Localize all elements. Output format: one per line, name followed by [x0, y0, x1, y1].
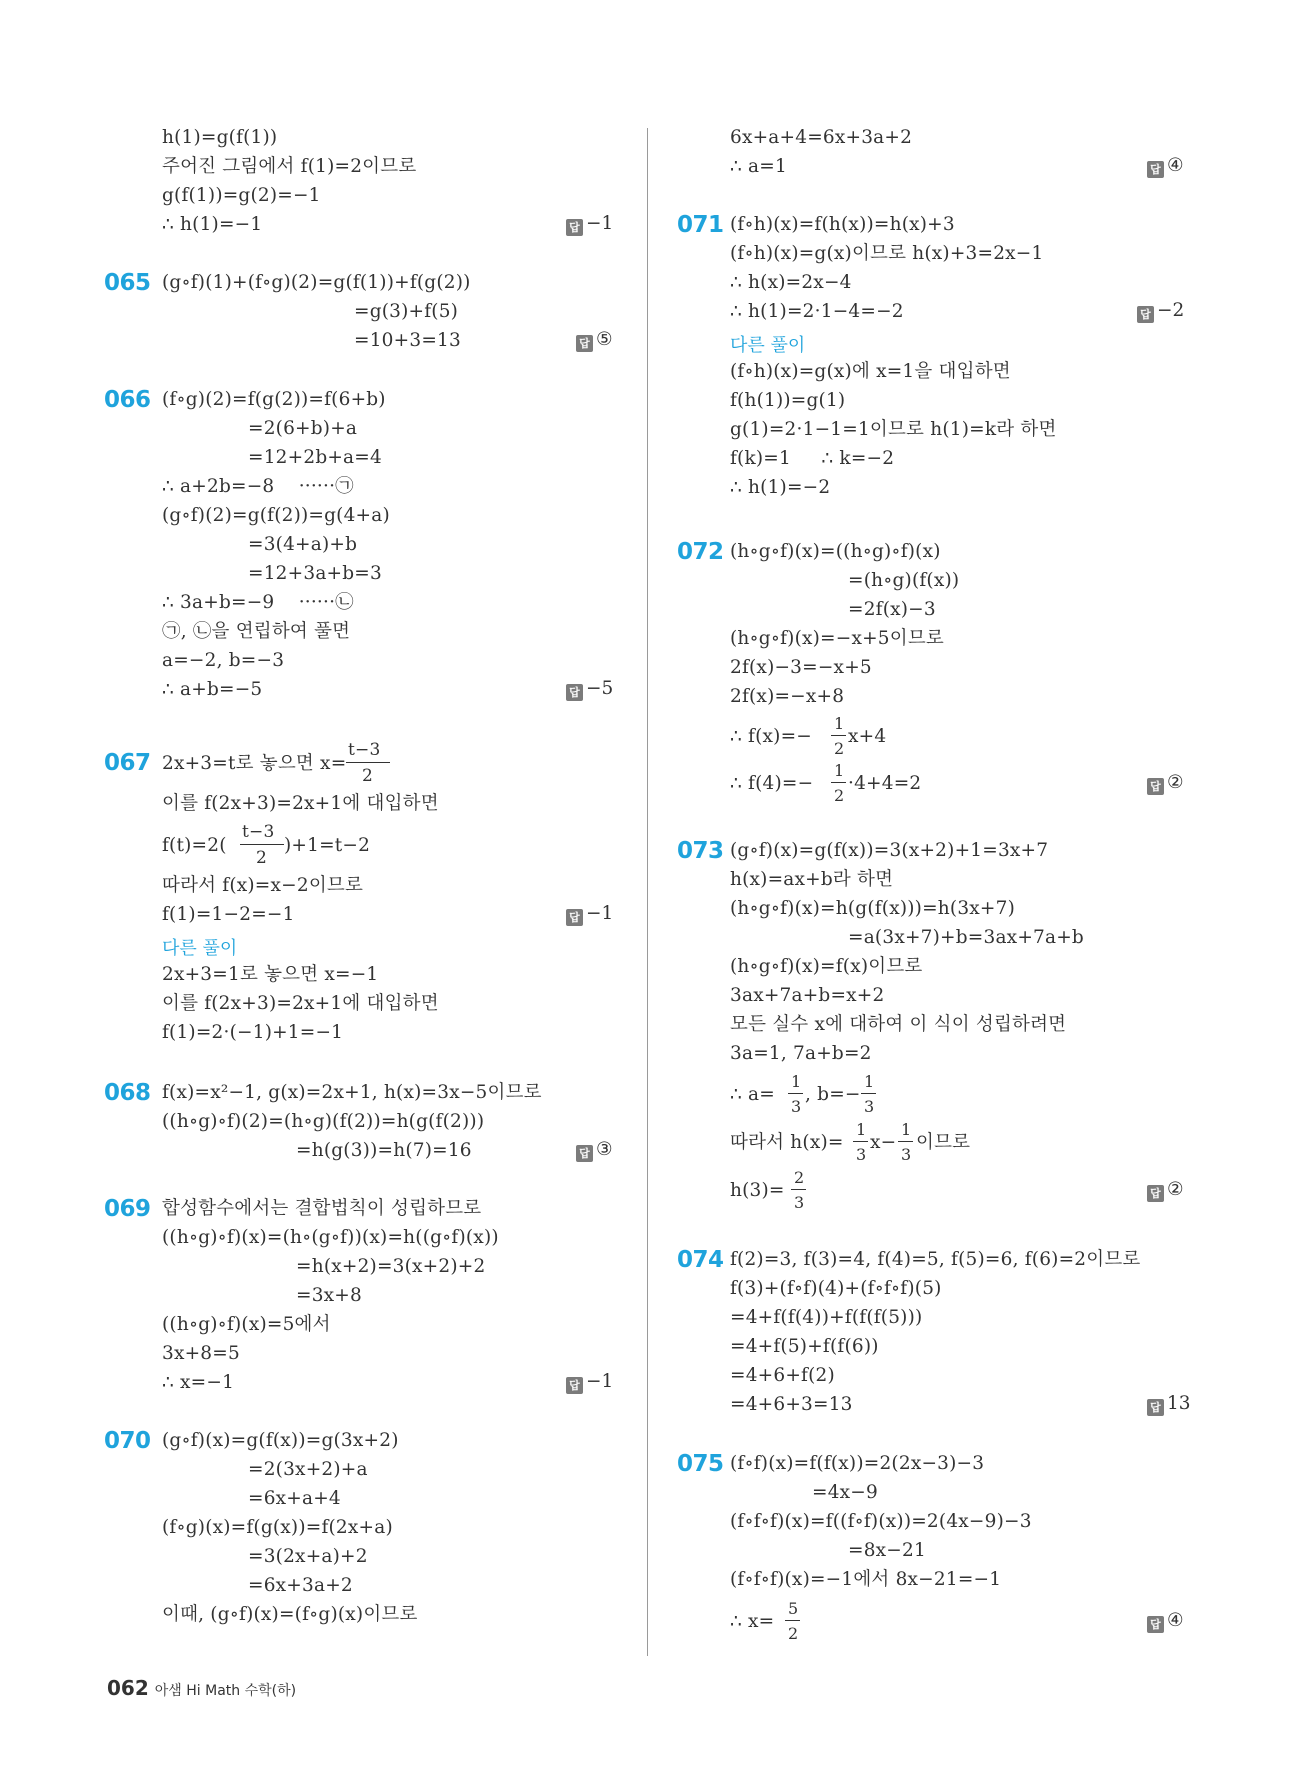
solution-line: ∴ x=−1 [162, 1372, 235, 1393]
answer-value: ② [1167, 772, 1184, 793]
solution-line: ∴ x= [730, 1611, 775, 1632]
solution-line: (f∘g)(2)=f(g(2))=f(6+b) [162, 389, 386, 410]
solution-line: =6x+3a+2 [248, 1575, 353, 1596]
solution-line: =a(3x+7)+b=3ax+7a+b [848, 927, 1084, 948]
answer-mark-icon: 답 [1147, 1399, 1164, 1416]
solution-line: (h∘g∘f)(x)=f(x)이므로 [730, 956, 923, 977]
problem-number: 068 [104, 1080, 151, 1106]
fraction-denominator: 3 [794, 1193, 805, 1212]
solution-line: 2f(x)=−x+8 [730, 686, 845, 707]
problem-number: 071 [677, 212, 724, 238]
solution-line: 2x+3=1로 놓으면 x=−1 [162, 964, 379, 985]
fraction-bar [831, 735, 846, 736]
problem-number: 070 [104, 1428, 151, 1454]
solution-line: x− [870, 1132, 897, 1153]
solution-line: h(x)=ax+b라 하면 [730, 869, 894, 890]
answer-value: −1 [586, 903, 614, 924]
fraction-numerator: 1 [791, 1072, 802, 1091]
answer [1147, 155, 1184, 178]
solution-line: (f∘h)(x)=g(x)에 x=1을 대입하면 [730, 361, 1011, 382]
fraction-denominator: 2 [256, 848, 268, 868]
solution-line: (g∘f)(x)=g(f(x))=g(3x+2) [162, 1430, 399, 1451]
answer [566, 1371, 613, 1394]
solution-line: )+1=t−2 [284, 835, 371, 856]
solution-line: (h∘g∘f)(x)=((h∘g)∘f)(x) [730, 541, 941, 562]
answer-mark-icon: 답 [576, 1145, 593, 1162]
solution-line: 3x+8=5 [162, 1343, 240, 1364]
solution-line: f(x)=x²−1, g(x)=2x+1, h(x)=3x−5이므로 [162, 1082, 542, 1103]
fraction-bar [346, 762, 390, 763]
fraction-denominator: 2 [788, 1624, 799, 1643]
answer [576, 1139, 613, 1162]
solution-line: 2f(x)−3=−x+5 [730, 657, 872, 678]
solution-line: f(1)=2·(−1)+1=−1 [162, 1022, 344, 1043]
answer-value: ④ [1167, 1610, 1184, 1631]
solution-line: =10+3=13 [354, 330, 461, 351]
book-title: 아샘 Hi Math 수학(하) [154, 1683, 297, 1699]
solution-line: 3a=1, 7a+b=2 [730, 1043, 872, 1064]
answer [576, 329, 613, 352]
solution-line: 6x+a+4=6x+3a+2 [730, 127, 913, 148]
answer-value: −2 [1157, 300, 1185, 321]
fraction-numerator: 5 [788, 1599, 799, 1618]
solution-line: 이므로 [916, 1132, 971, 1153]
fraction-numerator: 1 [856, 1120, 867, 1139]
solution-line: (f∘g)(x)=f(g(x))=f(2x+a) [162, 1517, 393, 1538]
solution-line: =8x−21 [848, 1540, 926, 1561]
answer-mark-icon: 답 [1137, 306, 1154, 323]
fraction-numerator: 1 [834, 761, 845, 780]
fraction-denominator: 3 [856, 1145, 867, 1164]
fraction-denominator: 3 [864, 1097, 875, 1116]
answer [1147, 772, 1184, 795]
solution-line: h(3)= [730, 1180, 785, 1201]
answer-mark-icon: 답 [566, 684, 583, 701]
solution-line: ∴ h(1)=2·1−4=−2 [730, 301, 904, 322]
fraction-numerator: 2 [794, 1168, 805, 1187]
answer [566, 213, 613, 236]
solution-line: ∴ h(1)=−1 [162, 214, 263, 235]
solution-line: f(3)+(f∘f)(4)+(f∘f∘f)(5) [730, 1278, 942, 1299]
solution-line: (f∘f∘f)(x)=f((f∘f)(x))=2(4x−9)−3 [730, 1511, 1032, 1532]
solution-line: (h∘g∘f)(x)=−x+5이므로 [730, 628, 944, 649]
solution-line: (f∘f)(x)=f(f(x))=2(2x−3)−3 [730, 1453, 985, 1474]
answer-value: −1 [586, 1371, 614, 1392]
solution-line: ㉠, ㉡을 연립하여 풀면 [162, 621, 351, 642]
problem-number: 072 [677, 539, 724, 565]
solution-line: (f∘f∘f)(x)=−1에서 8x−21=−1 [730, 1569, 1002, 1590]
answer-mark-icon: 답 [566, 219, 583, 236]
solution-line: 따라서 h(x)= [730, 1132, 844, 1153]
solution-line: =3(4+a)+b [248, 534, 358, 555]
problem-number: 066 [104, 387, 151, 413]
answer [1137, 300, 1184, 323]
problem-number: 067 [104, 750, 151, 776]
solution-line: ((h∘g)∘f)(x)=(h∘(g∘f))(x)=h((g∘f)(x)) [162, 1227, 499, 1248]
solution-line: g(1)=2·1−1=1이므로 h(1)=k라 하면 [730, 419, 1057, 440]
solution-line: a=−2, b=−3 [162, 650, 285, 671]
solution-line: =4x−9 [812, 1482, 878, 1503]
fraction-denominator: 3 [901, 1145, 912, 1164]
solution-line: =2f(x)−3 [848, 599, 936, 620]
page-footer [107, 1676, 296, 1700]
page-number: 062 [107, 1676, 149, 1700]
solution-line: ∴ h(1)=−2 [730, 477, 831, 498]
answer [1147, 1610, 1184, 1633]
solution-line: (g∘f)(1)+(f∘g)(2)=g(f(1))+f(g(2)) [162, 272, 471, 293]
solution-line: (h∘g∘f)(x)=h(g(f(x)))=h(3x+7) [730, 898, 1016, 919]
answer-mark-icon: 답 [566, 909, 583, 926]
solution-line: ·4+4=2 [848, 773, 922, 794]
alt-solution-label: 다른 풀이 [162, 938, 238, 959]
answer [1147, 1393, 1191, 1416]
solution-line: ((h∘g)∘f)(2)=(h∘g)(f(2))=h(g(f(2))) [162, 1111, 485, 1132]
solution-line: ∴ a= [730, 1084, 775, 1105]
solution-line: 이때, (g∘f)(x)=(f∘g)(x)이므로 [162, 1604, 418, 1625]
fraction-numerator: 1 [901, 1120, 912, 1139]
solution-line: =(h∘g)(f(x)) [848, 570, 960, 591]
solution-line: (g∘f)(x)=g(f(x))=3(x+2)+1=3x+7 [730, 840, 1049, 861]
solution-line: =3x+8 [296, 1285, 362, 1306]
solution-line: =g(3)+f(5) [354, 301, 459, 322]
solution-line: 모든 실수 x에 대하여 이 식이 성립하려면 [730, 1014, 1067, 1035]
solution-line: 3ax+7a+b=x+2 [730, 985, 885, 1006]
column-divider [647, 128, 648, 1656]
fraction-numerator: t−3 [348, 740, 381, 760]
solution-line: g(f(1))=g(2)=−1 [162, 185, 321, 206]
fraction-denominator: 3 [791, 1097, 802, 1116]
solution-line: h(1)=g(f(1)) [162, 127, 278, 148]
solution-line: =4+6+3=13 [730, 1394, 853, 1415]
solution-line: (f∘h)(x)=f(h(x))=h(x)+3 [730, 214, 955, 235]
solution-line: f(t)=2( [162, 835, 227, 856]
solution-line: ∴ f(4)=− [730, 773, 814, 794]
solution-line: 따라서 f(x)=x−2이므로 [162, 875, 364, 896]
answer [566, 903, 613, 926]
fraction-bar [831, 782, 846, 783]
fraction-numerator: 1 [834, 714, 845, 733]
solution-line: ∴ a+b=−5 [162, 679, 263, 700]
problem-number: 074 [677, 1247, 724, 1273]
answer-mark-icon: 답 [1147, 1616, 1164, 1633]
solution-line: =h(g(3))=h(7)=16 [296, 1140, 472, 1161]
fraction-bar [898, 1141, 913, 1142]
solution-line: f(k)=1 ∴ k=−2 [730, 448, 895, 469]
solution-line: =4+6+f(2) [730, 1365, 835, 1386]
solution-line: =6x+a+4 [248, 1488, 341, 1509]
solution-line: ((h∘g)∘f)(x)=5에서 [162, 1314, 331, 1335]
fraction-bar [788, 1093, 803, 1094]
problem-number: 065 [104, 270, 151, 296]
solution-line: =12+3a+b=3 [248, 563, 382, 584]
problem-number: 075 [677, 1451, 724, 1477]
alt-solution-label: 다른 풀이 [730, 335, 806, 356]
fraction-numerator: t−3 [242, 822, 275, 842]
solution-line: 주어진 그림에서 f(1)=2이므로 [162, 156, 417, 177]
solution-line: ∴ h(x)=2x−4 [730, 272, 852, 293]
answer-value: ⑤ [596, 329, 613, 350]
fraction-bar [853, 1141, 868, 1142]
answer-value: 13 [1167, 1393, 1191, 1414]
solution-line: ∴ a+2b=−8 ······㉠ [162, 476, 354, 497]
solution-line: , b=− [805, 1084, 861, 1105]
answer-value: ② [1167, 1179, 1184, 1200]
answer-value: ③ [596, 1139, 613, 1160]
answer-value: −5 [586, 678, 614, 699]
fraction-numerator: 1 [864, 1072, 875, 1091]
solution-line: f(1)=1−2=−1 [162, 904, 295, 925]
answer-mark-icon: 답 [1147, 161, 1164, 178]
solution-line: f(2)=3, f(3)=4, f(4)=5, f(5)=6, f(6)=2이므로 [730, 1249, 1141, 1270]
answer [566, 678, 613, 701]
answer-value: −1 [586, 213, 614, 234]
fraction-bar [861, 1093, 876, 1094]
solution-line: 2x+3=t로 놓으면 x= [162, 753, 347, 774]
fraction-denominator: 2 [834, 786, 845, 805]
solution-line: =h(x+2)=3(x+2)+2 [296, 1256, 486, 1277]
answer [1147, 1179, 1184, 1202]
answer-mark-icon: 답 [1147, 1185, 1164, 1202]
problem-number: 073 [677, 838, 724, 864]
solution-line: =2(6+b)+a [248, 418, 358, 439]
solution-line: f(h(1))=g(1) [730, 390, 846, 411]
fraction-bar [785, 1620, 800, 1621]
solution-line: =4+f(5)+f(f(6)) [730, 1336, 879, 1357]
solution-line: =2(3x+2)+a [248, 1459, 368, 1480]
answer-mark-icon: 답 [566, 1377, 583, 1394]
solution-line: =12+2b+a=4 [248, 447, 382, 468]
answer-mark-icon: 답 [1147, 778, 1164, 795]
solution-line: =3(2x+a)+2 [248, 1546, 368, 1567]
fraction-bar [240, 844, 284, 845]
solution-line: (g∘f)(2)=g(f(2))=g(4+a) [162, 505, 390, 526]
solution-line: (f∘h)(x)=g(x)이므로 h(x)+3=2x−1 [730, 243, 1044, 264]
solution-line: ∴ a=1 [730, 156, 787, 177]
answer-mark-icon: 답 [576, 335, 593, 352]
solution-line: =4+f(f(4))+f(f(f(5))) [730, 1307, 923, 1328]
answer-value: ④ [1167, 155, 1184, 176]
solution-line: 이를 f(2x+3)=2x+1에 대입하면 [162, 993, 439, 1014]
fraction-denominator: 2 [834, 739, 845, 758]
fraction-denominator: 2 [362, 766, 374, 786]
solution-line: ∴ 3a+b=−9 ······㉡ [162, 592, 354, 613]
fraction-bar [791, 1189, 806, 1190]
solution-line: ∴ f(x)=− [730, 726, 812, 747]
solution-line: 이를 f(2x+3)=2x+1에 대입하면 [162, 793, 439, 814]
solution-line: x+4 [848, 726, 887, 747]
solution-line: 합성함수에서는 결합법칙이 성립하므로 [162, 1198, 482, 1219]
problem-number: 069 [104, 1196, 151, 1222]
